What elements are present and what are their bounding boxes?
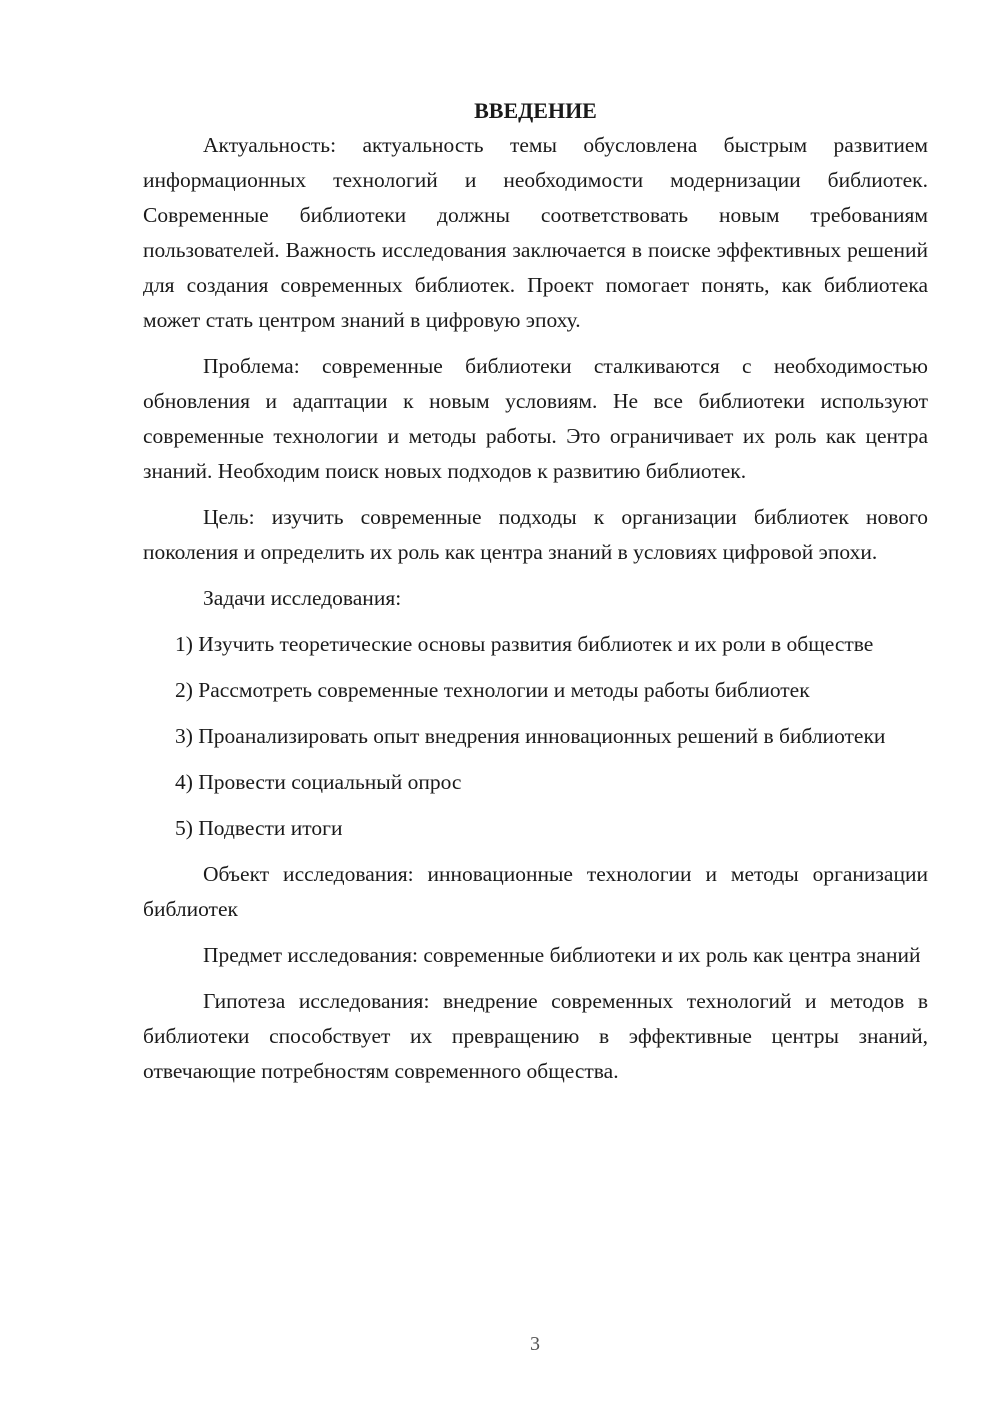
paragraph-goal: Цель: изучить современные подходы к организации библиотек нового поколения и определить их роль как центра знаний в условиях цифровой эпохи. [143,505,928,564]
list-item-task-3: 3) Проанализировать опыт внедрения инновационных решений в библиотеки [175,724,886,748]
paragraph-problem: Проблема: современные библиотеки сталкиваются с необходимостью обновления и адаптации к новым условиям. Не все библиотеки используют современные технологии и методы работы. Это ограничивает их роль как центра знаний. Необходим поиск новых подходов к развитию библиотек. [143,354,928,483]
paragraph-tasks-heading: Задачи исследования: [203,586,402,610]
page-title: ВВЕДЕНИЕ [474,98,597,123]
list-item-task-5: 5) Подвести итоги [175,816,343,840]
list-item-task-2: 2) Рассмотреть современные технологии и методы работы библиотек [175,678,810,702]
page-number: 3 [530,1333,540,1355]
list-item-task-4: 4) Провести социальный опрос [175,770,462,794]
paragraph-relevance: Актуальность: актуальность темы обусловлена быстрым развитием информационных технологий и необходимости модернизации библиотек. Современные библиотеки должны соответствовать новым требованиям пользователей. Важность исследования заключается в поиске эффективных решений для создания современных библиотек. Проект помогает понять, как библиотека может стать центром знаний в цифровую эпоху. [143,133,928,332]
paragraph-subject: Предмет исследования: современные библиотеки и их роль как центра знаний [203,943,921,967]
paragraph-object: Объект исследования: инновационные технологии и методы организации библиотек [143,862,928,921]
document-body [143,93,928,1100]
list-item-task-1: 1) Изучить теоретические основы развития библиотек и их роли в обществе [175,632,874,656]
paragraph-hypothesis: Гипотеза исследования: внедрение современных технологий и методов в библиотеки способствует их превращению в эффективные центры знаний, отвечающие потребностям современного общества. [143,989,928,1083]
